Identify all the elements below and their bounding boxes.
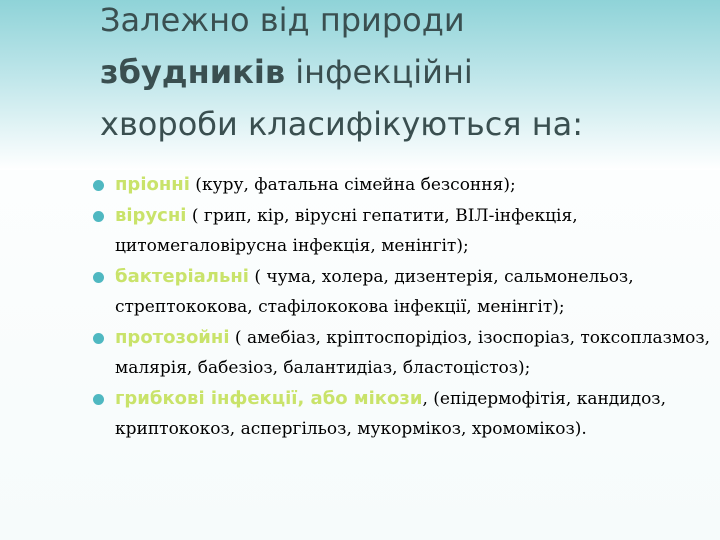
- term-prion: пріонні: [115, 174, 190, 195]
- term-viral: вірусні: [115, 205, 187, 226]
- term-bacterial: бактеріальні: [115, 266, 249, 287]
- term-fungal: грибкові інфекції, або мікози: [115, 388, 423, 409]
- term-protozoal: протозойні: [115, 327, 230, 348]
- desc-protozoal: ( амебіаз, кріптоспорідіоз, ізоспоріаз, токсоплазмоз, малярія, бабезіоз, балантидіаз, бластоцістоз);: [115, 328, 711, 378]
- classification-list: [90, 170, 715, 445]
- list-item-fungal: [90, 384, 715, 444]
- bullet-dot-icon: [93, 333, 104, 344]
- bullet-dot-icon: [93, 211, 104, 222]
- title-line-2-rest: інфекційні: [285, 53, 473, 91]
- bullet-dot-icon: [93, 394, 104, 405]
- desc-bacterial: ( чума, холера, дизентерія, сальмонельоз, стрептококова, стафілококова інфекції, менінгіт);: [115, 267, 634, 317]
- title-line-1: Залежно від природи: [100, 1, 465, 39]
- slide-title: [100, 0, 700, 150]
- list-item-bacterial: [90, 262, 715, 322]
- title-line-3: хвороби класифікуються на:: [100, 105, 584, 143]
- desc-viral: ( грип, кір, вірусні гепатити, ВІЛ-інфекція, цитомегаловірусна інфекція, менінгіт);: [115, 206, 578, 256]
- list-item-viral: [90, 201, 715, 261]
- bullet-dot-icon: [93, 272, 104, 283]
- desc-fungal: , (епідермофітія, кандидоз, криптококоз, аспергільоз, мукорміκоз, хромоміκоз).: [115, 389, 666, 439]
- list-item-protozoal: [90, 323, 715, 383]
- desc-prion: (куру, фатальна сімейна безсоння);: [189, 175, 516, 195]
- bullet-dot-icon: [93, 180, 104, 191]
- list-item-prion: [90, 170, 715, 200]
- title-bold-word: збудників: [100, 53, 286, 91]
